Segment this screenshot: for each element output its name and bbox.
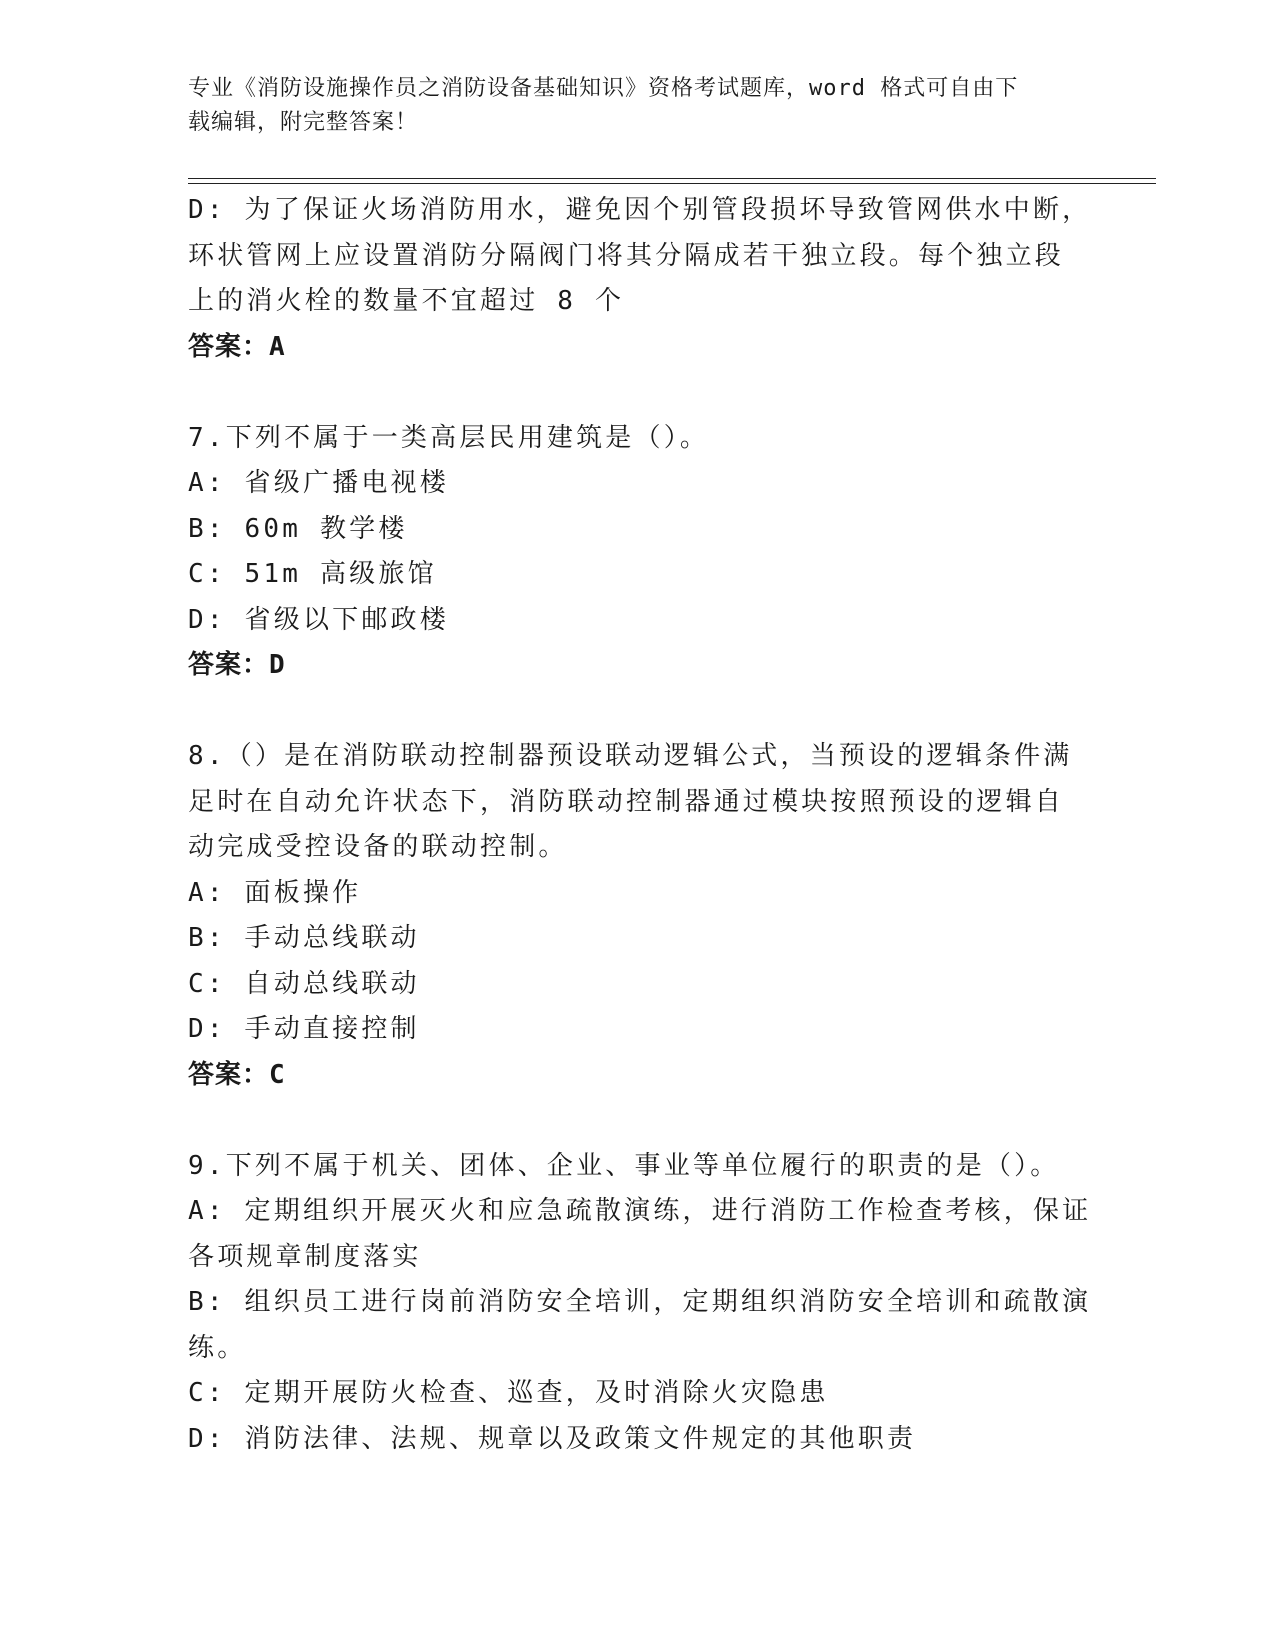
option-a: A: 面板操作 <box>188 877 362 908</box>
answer-line: 答案：C <box>188 1059 286 1090</box>
option-d: D: 消防法律、法规、规章以及政策文件规定的其他职责 <box>188 1423 917 1454</box>
option-d: D: 手动直接控制 <box>188 1014 420 1044</box>
option-b: B: 手动总线联动 <box>188 923 420 953</box>
option-a: A: 定期组织开展灭火和应急疏散演练，进行消防工作检查考核，保证 <box>188 1196 1092 1226</box>
question-stem: 足时在自动允许状态下，消防联动控制器通过模块按照预设的逻辑自 <box>188 786 1065 817</box>
option-b: B: 组织员工进行岗前消防安全培训，定期组织消防安全培训和疏散演 <box>188 1287 1092 1317</box>
option-b: B: 60m 教学楼 <box>188 513 408 544</box>
answer-line: 答案：A <box>188 331 286 362</box>
question-stem: 8.（）是在消防联动控制器预设联动逻辑公式，当预设的逻辑条件满 <box>188 741 1073 771</box>
option-c: C: 51m 高级旅馆 <box>188 559 437 589</box>
option-a: 各项规章制度落实 <box>188 1241 422 1272</box>
question-stem: 动完成受控设备的联动控制。 <box>188 832 568 862</box>
answer-line: 答案：D <box>188 650 286 680</box>
header-divider-bottom <box>188 183 1156 184</box>
header-title-line-1: 专业《消防设施操作员之消防设备基础知识》资格考试题库，word 格式可自由下 <box>188 76 1019 101</box>
question-7 <box>188 416 1088 689</box>
option-d-line: 上的消火栓的数量不宜超过 8 个 <box>188 286 625 316</box>
question-stem: 9.下列不属于机关、团体、企业、事业等单位履行的职责的是（）。 <box>188 1150 1060 1181</box>
question-list <box>188 188 1092 1462</box>
option-c: C: 定期开展防火检查、巡查，及时消除火灾隐患 <box>188 1378 829 1408</box>
question-stem: 7.下列不属于一类高层民用建筑是（）。 <box>188 422 710 453</box>
question-9 <box>188 1144 1092 1463</box>
question-8 <box>188 734 1088 1098</box>
option-b: 练。 <box>188 1332 247 1363</box>
document-header <box>188 72 1068 140</box>
question-6-continuation <box>188 188 1092 370</box>
header-title-line-2: 载编辑，附完整答案！ <box>188 110 419 135</box>
option-d-line: D: 为了保证火场消防用水，避免因个别管段损坏导致管网供水中断， <box>188 195 1092 225</box>
header-divider-top <box>188 178 1156 179</box>
option-d-line: 环状管网上应设置消防分隔阀门将其分隔成若干独立段。每个独立段 <box>188 240 1065 271</box>
option-a: A: 省级广播电视楼 <box>188 468 449 498</box>
option-d: D: 省级以下邮政楼 <box>188 604 449 635</box>
option-c: C: 自动总线联动 <box>188 968 420 999</box>
